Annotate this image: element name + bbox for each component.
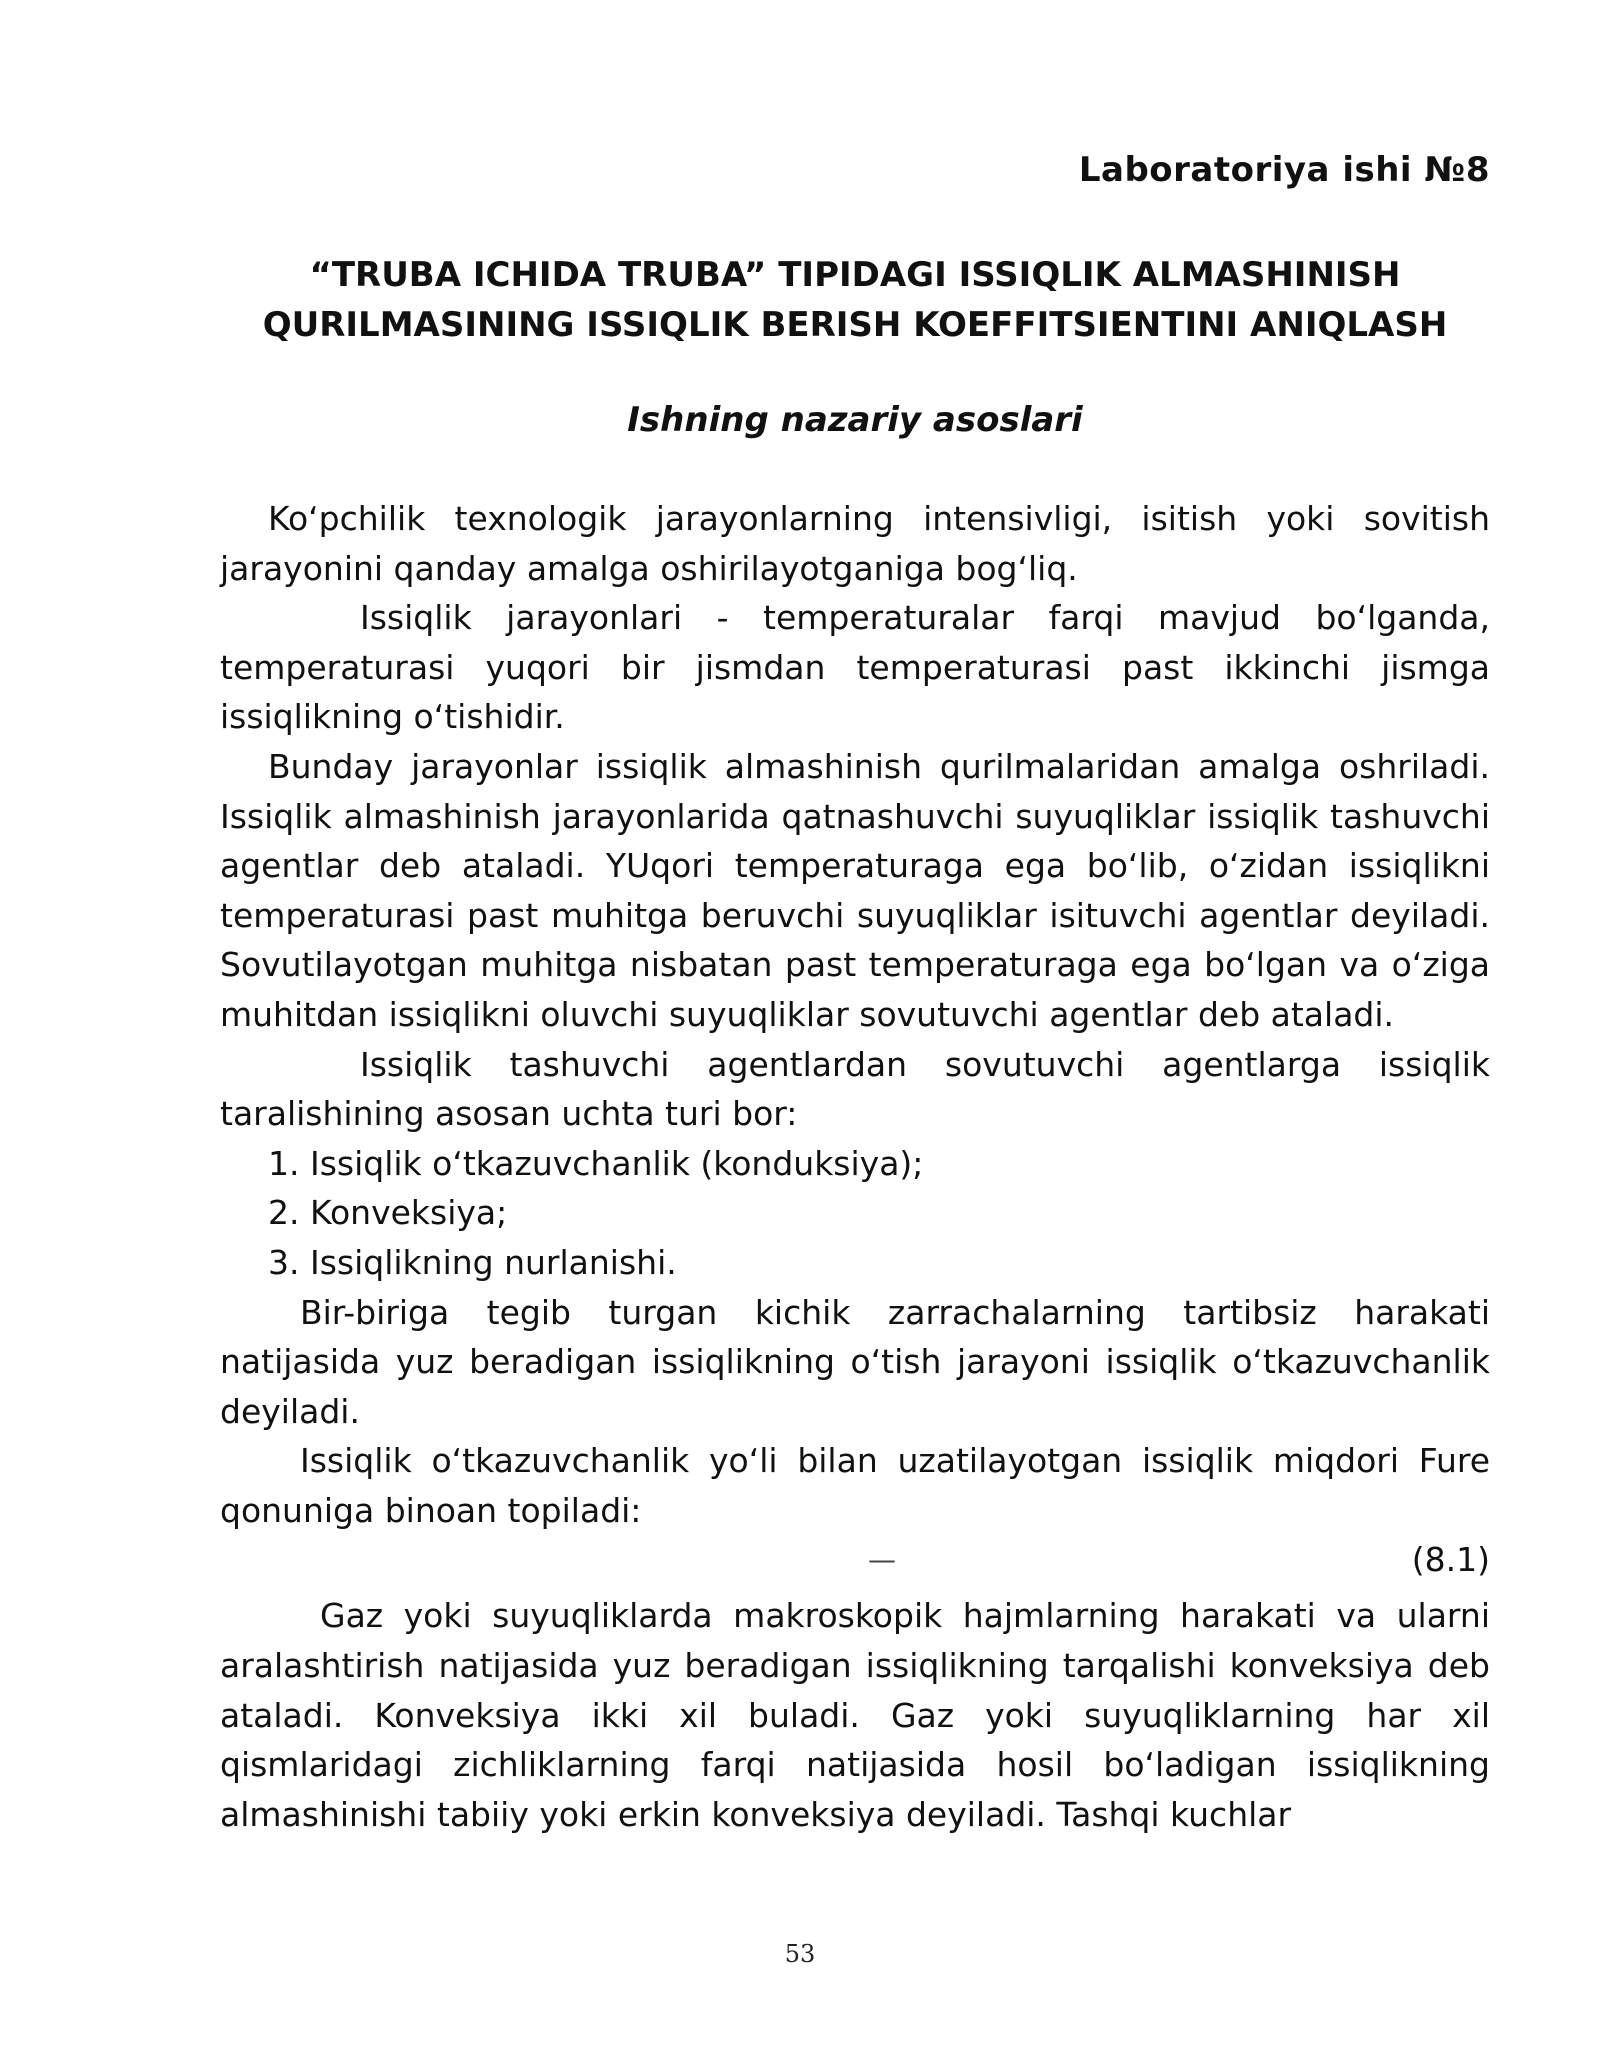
formula-row (220, 1535, 1490, 1591)
formula-placeholder: — (868, 1543, 896, 1577)
list-item-1: 1. Issiqlik o‘tkazuvchanlik (konduksiya); (268, 1143, 924, 1183)
main-title-line-2: QURILMASINING ISSIQLIK BERISH KOEFFITSIENTINI ANIQLASH (262, 305, 1448, 345)
paragraph-5: Bir-biriga tegib turgan kichik zarrachalarning tartibsiz harakati natijasida yuz beradigan issiqlikning o‘tish jarayoni issiqlik o‘tkazuvchanlik deyiladi. (220, 1292, 1490, 1431)
formula-number: (8.1) (1411, 1540, 1490, 1580)
list-item-2: 2. Konveksiya; (268, 1193, 508, 1233)
list-item-3: 3. Issiqlikning nurlanishi. (268, 1242, 677, 1282)
paragraph-7: Gaz yoki suyuqliklarda makroskopik hajmlarning harakati va ularni aralashtirish natijasida yuz beradigan issiqlikning tarqalishi konveksiya deb ataladi. Konveksiya ikki xil buladi. Gaz yoki suyuqliklarning har xil qismlaridagi zichliklarning farqi natijasida hosil bo‘ladigan issiqlikning almashinishi tabiiy yoki erkin konveksiya deyiladi. Tashqi kuchlar (220, 1596, 1490, 1834)
main-title-line-1: “TRUBA ICHIDA TRUBA” TIPIDAGI ISSIQLIK ALMASHINISH (309, 255, 1401, 295)
section-subtitle: Ishning nazariy asoslari (627, 400, 1083, 440)
main-title (220, 250, 1490, 350)
paragraph-3: Bunday jarayonlar issiqlik almashinish qurilmalaridan amalga oshriladi. Issiqlik almashinish jarayonlarida qatnashuvchi suyuqliklar issiqlik tashuvchi agentlar deb ataladi. YUqori temperaturaga ega bo‘lib, o‘zidan issiqlikni temperaturasi past muhitga beruvchi suyuqliklar isituvchi agentlar deyiladi. Sovutilayotgan muhitga nisbatan past temperaturaga ega bo‘lgan va o‘ziga muhitdan issiqlikni oluvchi suyuqliklar sovutuvchi agentlar deb ataladi. (220, 746, 1490, 1034)
paragraph-4: Issiqlik tashuvchi agentlardan sovutuvchi agentlarga issiqlik taralishining asosan uchta turi bor: (220, 1044, 1490, 1134)
paragraph-6: Issiqlik o‘tkazuvchanlik yo‘li bilan uzatilayotgan issiqlik miqdori Fure qonuniga binoan topiladi: (220, 1441, 1490, 1530)
page-number: 53 (784, 1940, 816, 1968)
body-text (220, 494, 1490, 1839)
paragraph-2: Issiqlik jarayonlari - temperaturalar farqi mavjud bo‘lganda, temperaturasi yuqori bir jismdan temperaturasi past ikkinchi jismga issiqlikning o‘tishidir. (220, 598, 1490, 737)
paragraph-1: Ko‘pchilik texnologik jarayonlarning intensivligi, isitish yoki sovitish jarayonini qanday amalga oshirilayotganiga bog‘liq. (220, 499, 1490, 588)
lab-work-title: Laboratoriya ishi №8 (1078, 150, 1490, 190)
